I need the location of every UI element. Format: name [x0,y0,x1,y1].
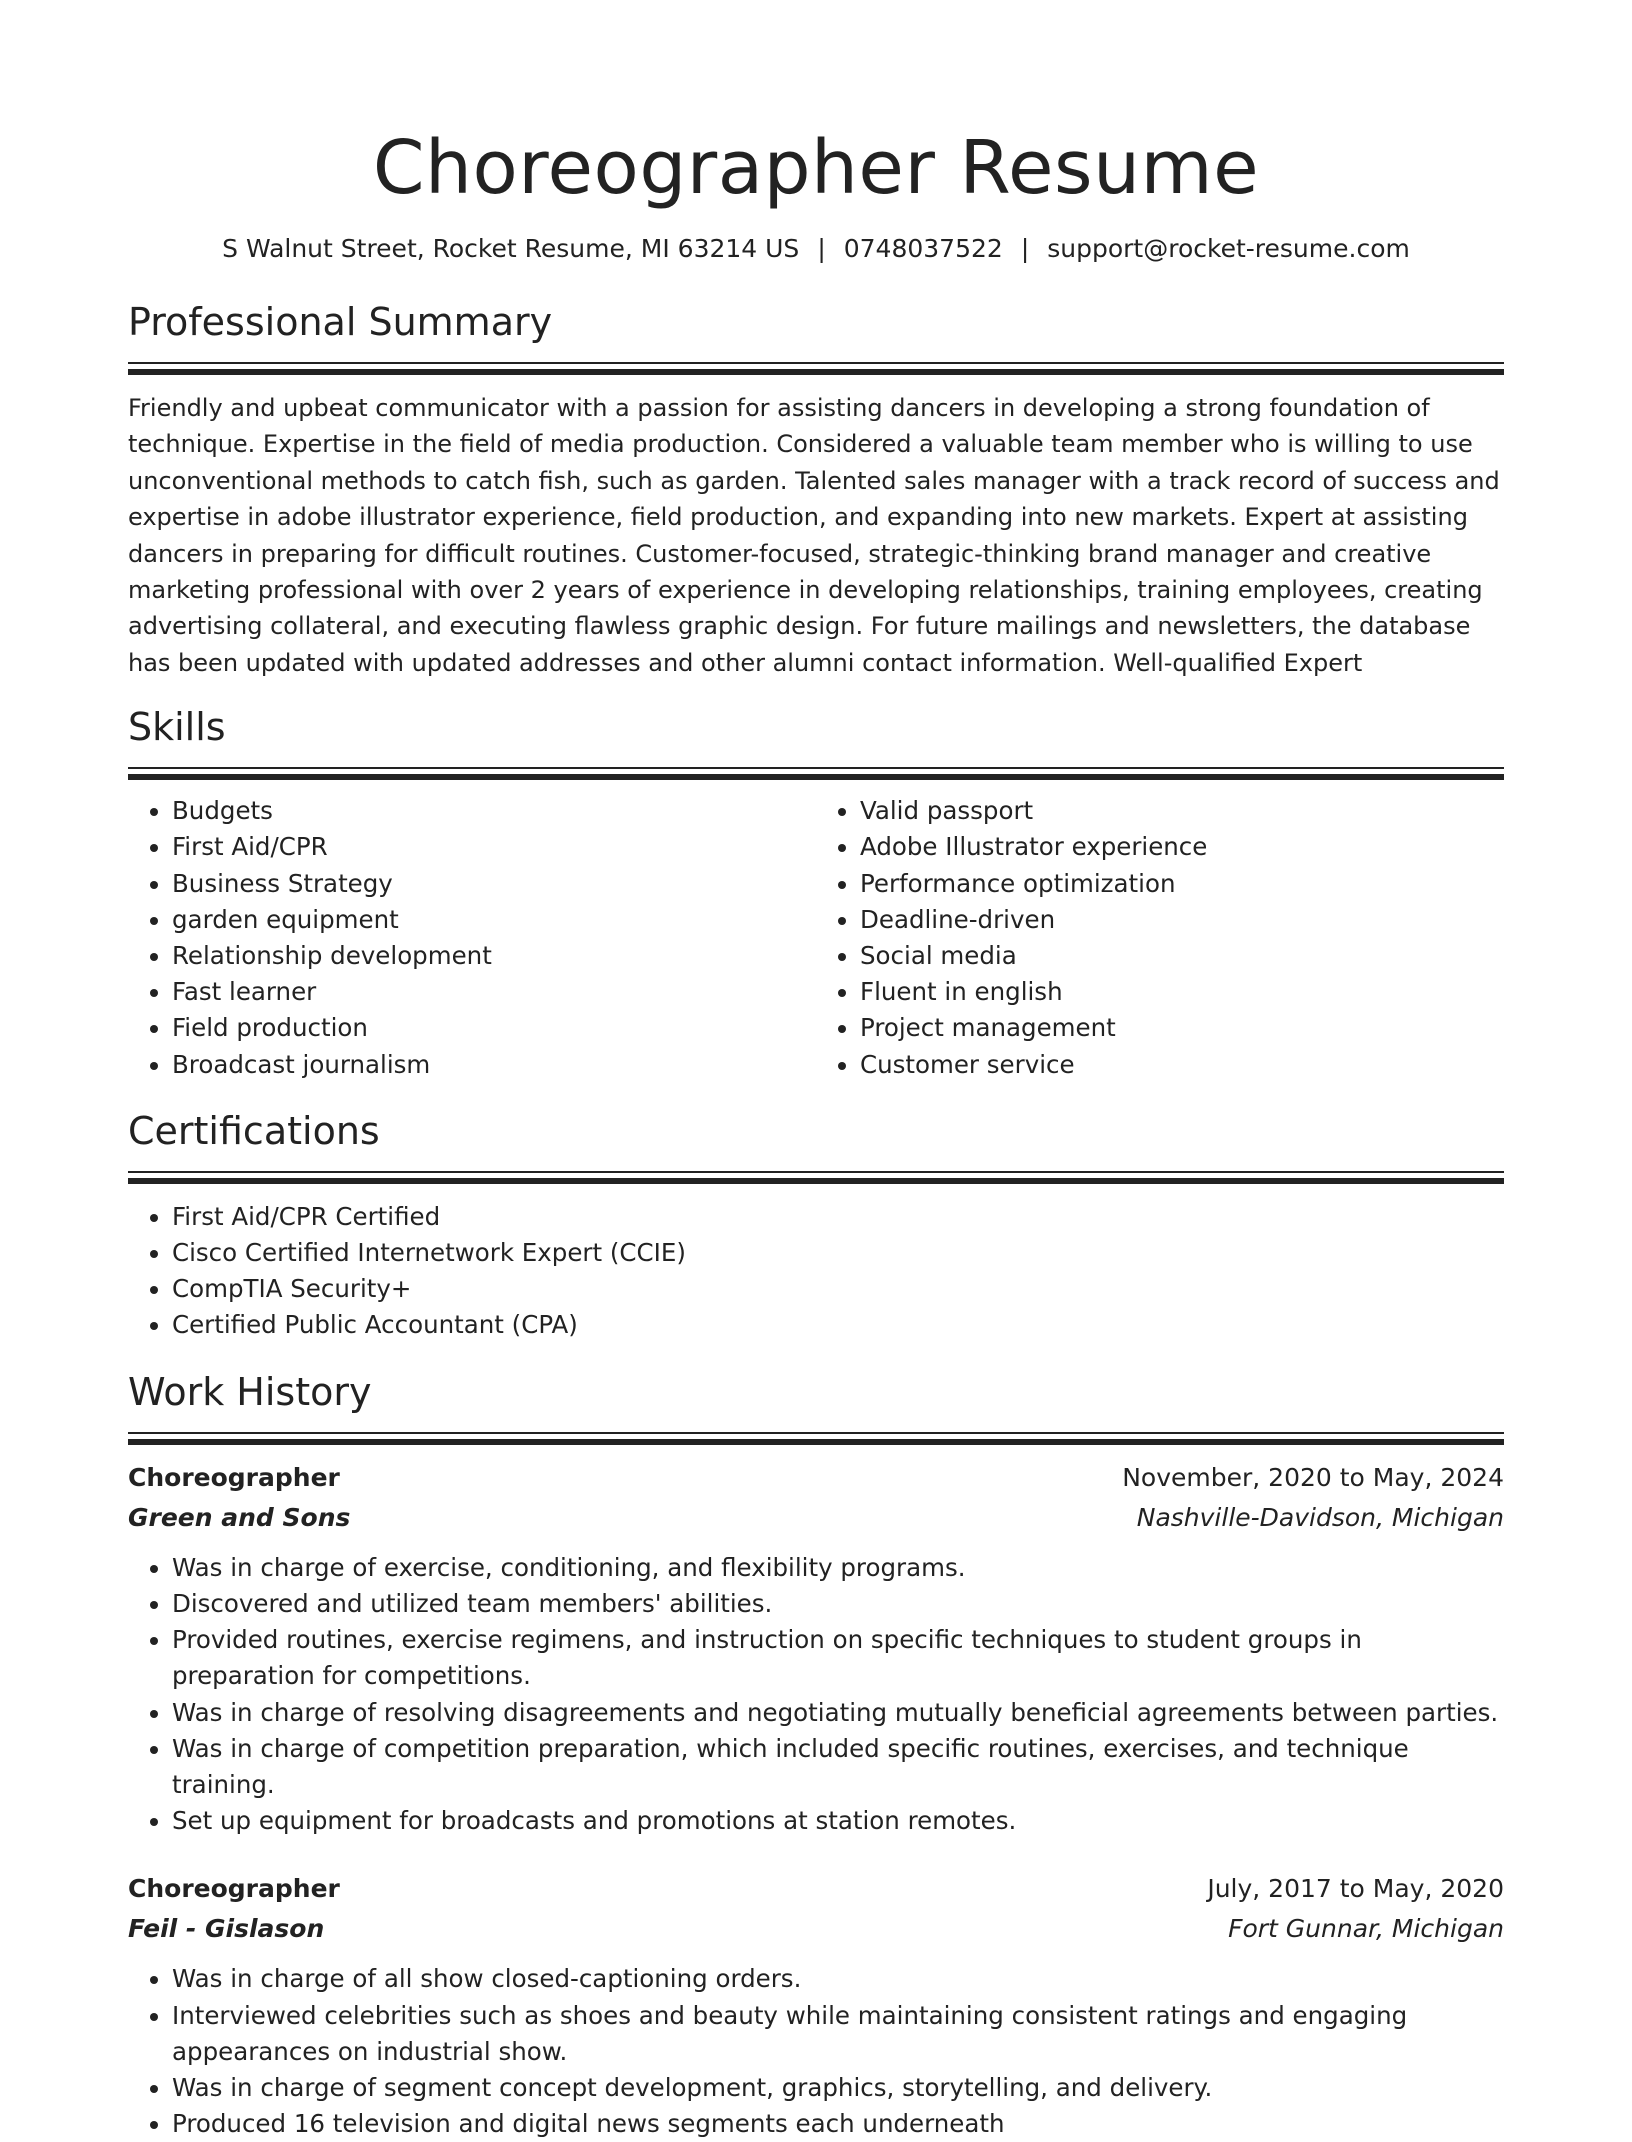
list-item: • Valid passport [860,793,1504,829]
list-item: • Fluent in english [860,974,1504,1010]
list-item: • CompTIA Security+ [172,1271,1504,1307]
list-item: • Project management [860,1010,1504,1046]
certifications-list [128,1199,1504,1344]
list-item: • Discovered and utilized team members' abilities. [172,1586,1504,1622]
list-item: • First Aid/CPR [172,829,816,865]
resume-title: Choreographer Resume [372,125,1260,211]
list-item: • Fast learner [172,974,816,1010]
contact-phone: 0748037522 [843,234,1003,263]
list-item: • Was in charge of competition preparation, which included specific routines, exercises, and technique training. [172,1731,1504,1803]
section-divider [128,767,1504,779]
job-bullets [128,1961,1504,2142]
list-item: • Adobe Illustrator experience [860,829,1504,865]
job-company-row [128,1909,1504,1949]
list-item: • Relationship development [172,938,816,974]
summary-text: Friendly and upbeat communicator with a passion for assisting dancers in developing a strong foundation of technique. Expertise in the field of media production. Considered a valuable team member who is willing to use unconventional methods to catch fish, such as garden. Talented sales manager with a track record of success and expertise in adobe illustrator experience, field production, and expanding into new markets. Expert at assisting dancers in preparing for difficult routines. Customer-focused, strategic-thinking brand manager and creative marketing professional with over 2 years of experience in developing relationships, training employees, creating advertising collateral, and executing flawless graphic design. For future mailings and newsletters, the database has been updated with updated addresses and other alumni contact information. Well-qualified Expert [128,394,1500,677]
list-item: • Deadline-driven [860,902,1504,938]
list-item: • First Aid/CPR Certified [172,1199,1504,1235]
list-item: • Broadcast journalism [172,1047,816,1083]
contact-separator: | [1020,234,1030,263]
contact-email[interactable]: support@rocket-resume.com [1047,234,1410,263]
work-history-section [128,1366,1504,2142]
list-item: • Customer service [860,1047,1504,1083]
section-heading: Work History [128,1369,372,1414]
job-location: Nashville-Davidson, Michigan [1136,1502,1504,1532]
job-title: Choreographer [128,1874,340,1904]
section-divider [128,362,1504,374]
list-item: • Provided routines, exercise regimens, and instruction on specific techniques to student groups in preparation for competitions. [172,1622,1504,1694]
job-company: Feil - Gislason [128,1914,325,1944]
section-divider [128,1432,1504,1444]
list-item: • Was in charge of all show closed-captioning orders. [172,1961,1504,1997]
list-item: • garden equipment [172,902,816,938]
contact-separator: | [817,234,826,263]
job-dates: November, 2020 to May, 2024 [1122,1462,1504,1492]
list-item: • Set up equipment for broadcasts and promotions at station remotes. [172,1803,1504,1839]
summary-section [128,296,1504,681]
skills-columns [128,793,1504,1083]
list-item: • Interviewed celebrities such as shoes and beauty while maintaining consistent ratings and engaging appearances on industrial show. [172,1998,1504,2070]
list-item: • Produced 16 television and digital news segments each underneath [172,2106,1504,2142]
list-item: • Cisco Certified Internetwork Expert (CCIE) [172,1235,1504,1271]
section-heading: Skills [128,705,226,750]
list-item: • Certified Public Accountant (CPA) [172,1307,1504,1343]
skills-list-left [128,793,816,1083]
job-company-row [128,1498,1504,1538]
list-item: • Was in charge of segment concept development, graphics, storytelling, and delivery. [172,2070,1504,2106]
job-title-row [128,1458,1504,1498]
resume-page [128,0,1504,2142]
section-heading: Certifications [128,1108,380,1153]
job-bullets [128,1550,1504,1840]
job-company: Green and Sons [128,1502,351,1532]
contact-address: S Walnut Street, Rocket Resume, MI 63214 US [222,234,800,263]
list-item: • Social media [860,938,1504,974]
list-item: • Field production [172,1010,816,1046]
job-title-row [128,1869,1504,1909]
list-item: • Business Strategy [172,866,816,902]
skills-list-right [816,793,1504,1083]
list-item: • Performance optimization [860,866,1504,902]
list-item: • Was in charge of exercise, conditioning, and flexibility programs. [172,1550,1504,1586]
skills-section [128,701,1504,1083]
contact-line [128,232,1504,266]
job-location: Fort Gunnar, Michigan [1228,1914,1504,1944]
job-dates: July, 2017 to May, 2020 [1207,1874,1504,1904]
list-item: • Budgets [172,793,816,829]
list-item: • Was in charge of resolving disagreements and negotiating mutually beneficial agreements between parties. [172,1695,1504,1731]
section-divider [128,1171,1504,1183]
job-entry [128,1458,1504,1840]
section-heading: Professional Summary [128,300,553,344]
certifications-section [128,1105,1504,1344]
job-entry [128,1869,1504,2142]
job-title: Choreographer [128,1462,340,1492]
